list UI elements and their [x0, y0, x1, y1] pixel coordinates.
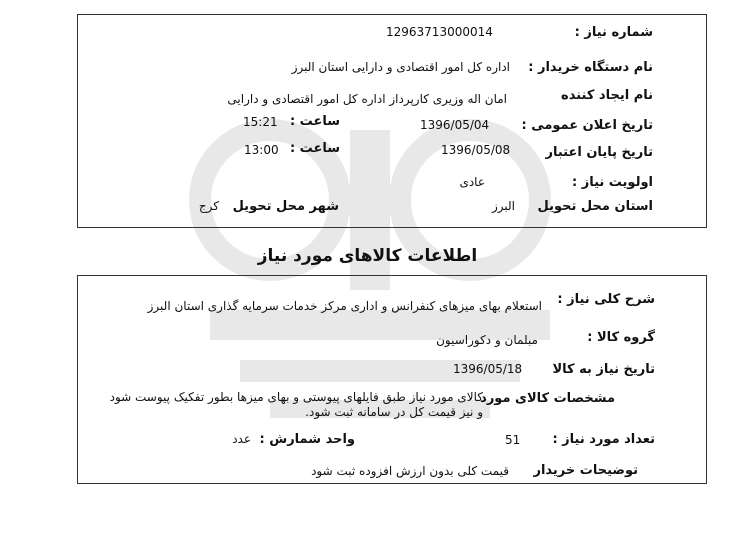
description-value: استعلام بهای میزهای کنفرانس و اداری مرکز خدمات سرمایه گذاری استان البرز	[147, 299, 542, 313]
need-date-label: تاریخ نیاز به کالا	[552, 362, 655, 377]
priority-value: عادی	[459, 175, 485, 189]
specs-label: مشخصات کالای مورد	[480, 391, 615, 406]
expiry-time-label: ساعت :	[289, 141, 340, 156]
expiry-date-label: تاریخ پایان اعتبار	[545, 145, 653, 160]
announce-time-label: ساعت :	[289, 114, 340, 129]
creator-value: امان اله وزیری کارپرداز اداره کل امور اقتصادی و دارایی	[227, 92, 507, 106]
creator-label: نام ایجاد کننده	[561, 88, 653, 103]
delivery-city-value: کرج	[198, 199, 219, 213]
announce-date-label: تاریخ اعلان عمومی :	[521, 118, 653, 133]
group-value: مبلمان و دکوراسیون	[436, 333, 538, 347]
unit-label: واحد شمارش :	[259, 432, 355, 447]
need-number-label: شماره نیاز :	[574, 25, 653, 40]
unit-value: عدد	[232, 432, 251, 446]
buyer-org-value: اداره کل امور اقتصادی و دارایی استان البرز	[291, 60, 510, 74]
need-date-value: 1396/05/18	[453, 362, 523, 376]
group-label: گروه کالا :	[587, 330, 655, 345]
buyer-notes-value: قیمت کلی بدون ارزش افزوده ثبت شود	[311, 464, 509, 478]
expiry-time-value: 13:00	[244, 143, 279, 157]
delivery-city-label: شهر محل تحویل	[232, 199, 339, 214]
delivery-province-label: استان محل تحویل	[537, 199, 653, 214]
delivery-province-value: البرز	[491, 199, 515, 213]
specs-value: کالای مورد نیاز طبق فایلهای پیوستی و بهای میزها بطور تفکیک پیوست شود و نیز قیمت کل در سامانه ثبت شود.	[109, 390, 483, 419]
section-title: اطلاعات کالاهای مورد نیاز	[257, 246, 478, 266]
announce-time-value: 15:21	[243, 115, 278, 129]
announce-date-value: 1396/05/04	[420, 118, 490, 132]
buyer-org-label: نام دستگاه خریدار :	[528, 60, 653, 75]
quantity-label: تعداد مورد نیاز :	[552, 432, 655, 447]
buyer-notes-label: توضیحات خریدار	[533, 463, 638, 478]
need-number-value: 12963713000014	[386, 25, 493, 39]
expiry-date-value: 1396/05/08	[441, 143, 511, 157]
priority-label: اولویت نیاز :	[571, 175, 653, 190]
description-label: شرح کلی نیاز :	[557, 292, 655, 307]
quantity-value: 51	[505, 433, 521, 447]
